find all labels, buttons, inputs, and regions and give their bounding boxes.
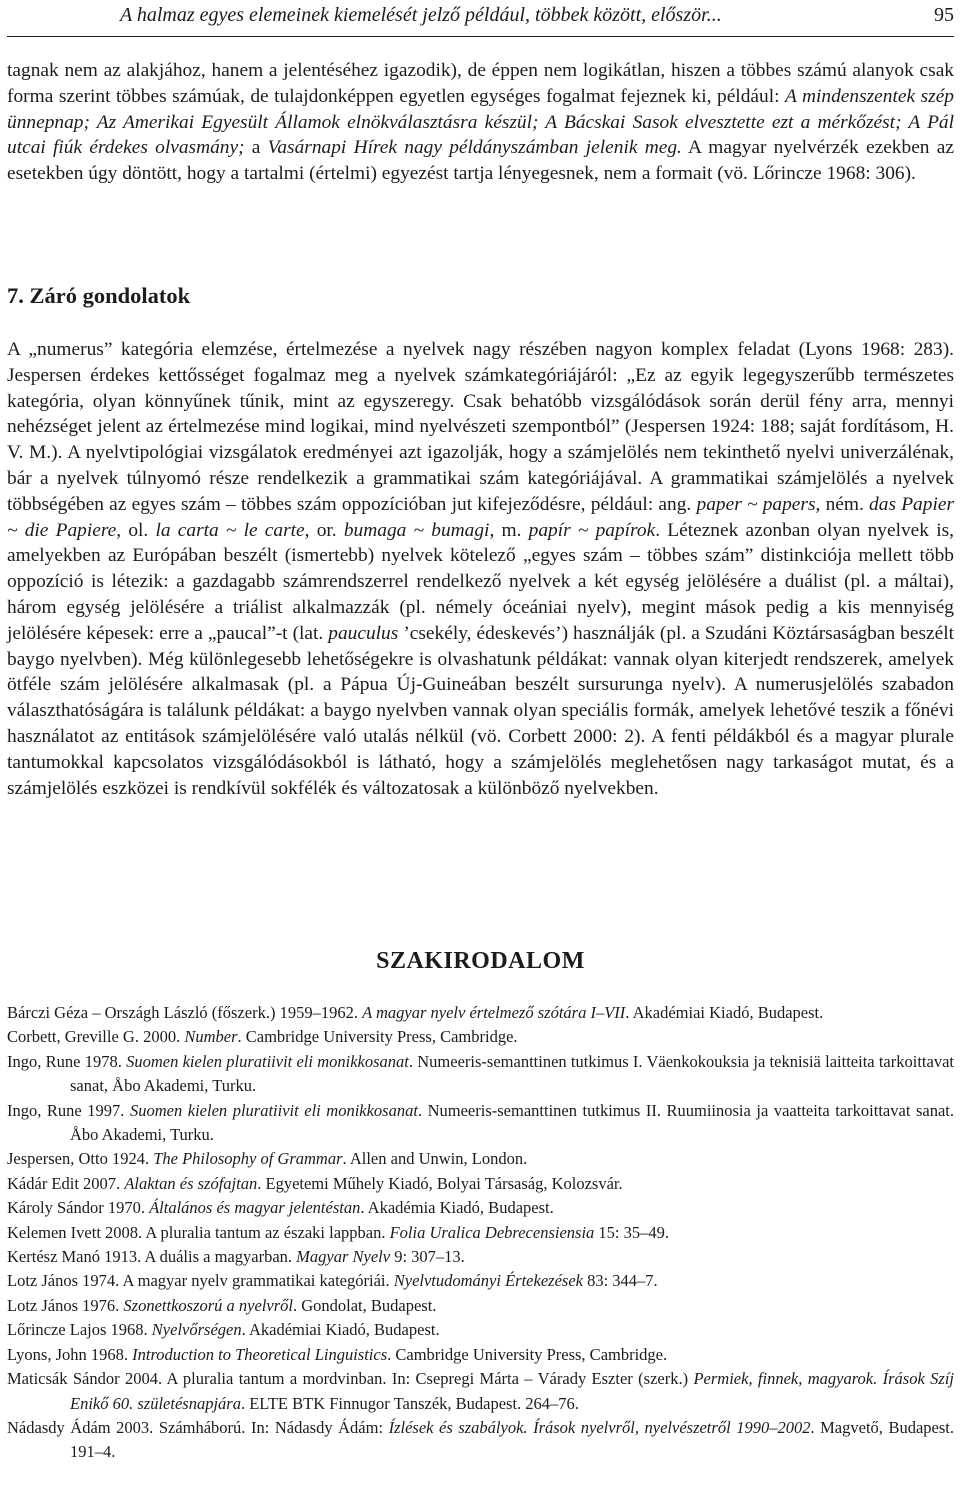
header-rule	[7, 36, 954, 37]
reference-text: . Cambridge University Press, Cambridge.	[387, 1344, 668, 1364]
reference-title: Introduction to Theoretical Linguistics	[132, 1344, 388, 1364]
reference-text: . Egyetemi Műhely Kiadó, Bolyai Társaság, Kolozsvár.	[257, 1173, 623, 1193]
reference-title: A magyar nyelv értelmező szótára I–VII	[362, 1003, 626, 1022]
reference-text: Lőrincze Lajos 1968.	[7, 1320, 152, 1340]
page-number: 95	[934, 4, 954, 26]
reference-item	[7, 1294, 954, 1318]
reference-text: Ingo, Rune 1978.	[7, 1051, 127, 1071]
reference-text: . Magvető, Budapest. 191–4.	[70, 1417, 954, 1462]
body-paragraph-2	[7, 337, 954, 801]
text-segment: , ol.	[116, 519, 156, 541]
text-segment: , or.	[304, 519, 344, 541]
italic-example-segment: bumaga ~ bumagi	[343, 519, 490, 541]
body-paragraph-1	[7, 58, 954, 187]
reference-text: 15: 35–49.	[594, 1222, 669, 1242]
reference-item	[7, 1269, 954, 1293]
reference-item	[7, 1343, 954, 1367]
reference-title: Ízlések és szabályok. Írások nyelvről, nyelvészetről 1990–2002	[388, 1417, 811, 1437]
italic-example-segment: das Papier ~ die Papiere	[7, 493, 954, 541]
reference-text: Lyons, John 1968.	[7, 1344, 133, 1364]
reference-title: Általános és magyar jelentéstan	[149, 1198, 361, 1218]
reference-text: . Numeeris-semanttinen tutkimus I. Väenkokouksia ja teknisiä laitteita tarkoittavat sanat, Åbo Akademi, Turku.	[70, 1051, 954, 1096]
text-segment: ’csekély, édeskevés’) használják (pl. a Szudáni Köztársaságban beszélt baygo nyelvben). Még különlegesebb lehetőségekre is olvashatunk példákat: vannak olyan kiterjedt rendszerek, amelyek ötféle szám jelölésére alkalmasak (pl. a Pápua Új-Guineában beszélt sursurunga nyelv). A numerusjelölés szabadon választhatóságára is találunk példákat: a baygo nyelvben vannak olyan speciális formák, amelyek lehetővé teszik a főnévi használatot az entitások számjelölésére való utalás nélkül (vö. Corbett 2000: 2). A fenti példákból és a magyar plurale tantumokkal kapcsolatos vizsgálódásokból is látható, hogy a számjelölés meglehetősen nagy tarkaságot mutat, és a számjelölés eszközei is rendkívül sokfélék és változatosak a különböző nyelvekben.	[7, 622, 954, 799]
reference-title: Alaktan és szófajtan	[124, 1173, 258, 1193]
reference-text: Bárczi Géza – Országh László (főszerk.) 1959–1962.	[7, 1003, 363, 1022]
italic-example-segment: papír ~ papírok	[528, 519, 656, 541]
reference-item	[7, 1221, 954, 1245]
reference-text: 9: 307–13.	[390, 1247, 465, 1267]
reference-item	[7, 1025, 954, 1049]
reference-text: Károly Sándor 1970.	[7, 1198, 150, 1218]
reference-item	[7, 1147, 954, 1171]
italic-example-segment: pauculus	[328, 622, 399, 644]
reference-item	[7, 1318, 954, 1342]
reference-title: Magyar Nyelv	[296, 1247, 391, 1267]
italic-example-segment: paper ~ papers	[696, 493, 816, 515]
reference-text: Nádasdy Ádám 2003. Számháború. In: Nádasdy Ádám:	[7, 1417, 389, 1437]
reference-text: . Numeeris-semanttinen tutkimus II. Ruumiinosia ja vaatteita tarkoittavat sanat. Åbo Akademi, Turku.	[70, 1100, 954, 1145]
reference-text: . Allen and Unwin, London.	[342, 1149, 528, 1169]
text-segment: tagnak nem az alakjához, hanem a jelentéséhez igazodik), de éppen nem logikátlan, hiszen a többes számú alanyok csak forma szerint többes számúak, de tulajdonképpen egyetlen egységes fogalmat fejeznek ki, például:	[7, 60, 954, 107]
reference-item	[7, 1245, 954, 1269]
reference-text: . ELTE BTK Finnugor Tanszék, Budapest. 264–76.	[240, 1393, 579, 1413]
text-segment: A magyar nyelvérzék ezekben az esetekben úgy döntött, hogy a tartalmi (értelmi) egyezést tartja lényegesnek, nem a formait (vö. Lőrincze 1968: 306).	[7, 137, 954, 185]
reference-text: Kádár Edit 2007.	[7, 1173, 125, 1193]
section-heading: 7. Záró gondolatok	[7, 283, 191, 308]
reference-item	[7, 1172, 954, 1196]
italic-example-segment: Vasárnapi Hírek nagy példányszámban jelenik meg.	[267, 137, 682, 159]
reference-title: Number	[184, 1027, 238, 1047]
reference-text: Kertész Manó 1913. A duális a magyarban.	[7, 1247, 297, 1267]
text-segment: , ném.	[815, 493, 870, 515]
italic-example-segment: A mindenszentek szép ünnepnap; Az Amerikai Egyesült Államok elnökválasztásra készül; A Bácskai Sasok elvesztette ezt a mérkőzést; A Pál utcai fiúk érdekes olvasmány;	[7, 85, 954, 159]
reference-text: . Akadémiai Kiadó, Budapest.	[241, 1320, 440, 1340]
reference-title: Permiek, finnek, magyarok. Írások Szíj Enikő 60. születésnapjára	[70, 1369, 954, 1413]
reference-item	[7, 1099, 954, 1148]
reference-text: Lotz János 1974. A magyar nyelv grammatikai kategóriái.	[7, 1271, 394, 1291]
reference-title: Suomen kielen pluratiivit eli monikkosanat	[129, 1100, 418, 1120]
bibliography-title: SZAKIRODALOM	[376, 948, 585, 974]
reference-text: Kelemen Ivett 2008. A pluralia tantum az északi lappban.	[7, 1222, 390, 1242]
reference-text: Corbett, Greville G. 2000.	[7, 1027, 185, 1047]
reference-title: Suomen kielen pluratiivit eli monikkosanat	[126, 1051, 409, 1071]
italic-example-segment: la carta ~ le carte	[155, 519, 305, 541]
text-segment: . Léteznek azonban olyan nyelvek is, amelyekben az Európában beszélt (ismertebb) nyelvek kötelező „egyes szám – többes szám” distinkciója mellett több oppozíció is létezik: a gazdagabb számrendszerrel rendelkező nyelvek a két egység jelölésére a duálist (pl. a máltai), három egység jelölésére a triálist alkalmazzák (pl. némely óceániai nyelv), megint mások pedig a kis mennyiség jelölésére képesek: erre a „paucal”-t (lat.	[7, 519, 954, 644]
reference-text: . Akadémia Kiadó, Budapest.	[360, 1198, 554, 1218]
reference-text: . Gondolat, Budapest.	[292, 1295, 437, 1315]
text-segment: , m.	[489, 519, 529, 541]
reference-text: 83: 344–7.	[582, 1271, 658, 1291]
text-segment: A „numerus” kategória elemzése, értelmezése a nyelvek nagy részében nagyon komplex feladat (Lyons 1968: 283). Jespersen érdekes kettősséget fogalmaz meg a nyelvek számkategóriájáról: „Ez az egyik legegyszerűbb természetes kategória, olyan könnyűnek tűnik, mint az egyszeregy. Csak behatóbb vizsgálódások során derül fény arra, mennyi nehézséget jelent az értelmezése mind logikai, mind nyelvészeti szempontból” (Jespersen 1924: 188; saját fordításom, H. V. M.). A nyelvtipológiai vizsgálatok eredményei azt igazolják, hogy a számjelölés nem tekinthető nyelvi univerzálénak, bár a nyelvek túlnyomó része rendelkezik a grammatikai szám kategóriájával. A grammatikai számjelölés a nyelvek többségében az egyes szám – többes szám oppozícióban jut kifejeződésre, például: ang.	[7, 339, 954, 515]
reference-item	[7, 1050, 954, 1099]
reference-title: The Philosophy of Grammar	[153, 1149, 343, 1169]
reference-title: Nyelvőrségen	[151, 1320, 242, 1340]
reference-text: Lotz János 1976.	[7, 1295, 124, 1315]
reference-item	[7, 1367, 954, 1416]
reference-text: . Akadémiai Kiadó, Budapest.	[625, 1003, 824, 1022]
reference-text: Ingo, Rune 1997.	[7, 1100, 130, 1120]
text-segment: a	[244, 137, 268, 159]
reference-title: Folia Uralica Debrecensiensia	[389, 1222, 595, 1242]
reference-title: Nyelvtudományi Értekezések	[393, 1271, 583, 1291]
reference-item	[7, 1416, 954, 1465]
reference-text: Maticsák Sándor 2004. A pluralia tantum a mordvinban. In: Csepregi Márta – Várady Eszter (szerk.)	[7, 1369, 694, 1389]
reference-item	[7, 1196, 954, 1220]
reference-text: Jespersen, Otto 1924.	[7, 1149, 154, 1169]
reference-text: . Cambridge University Press, Cambridge.	[237, 1027, 518, 1047]
reference-item	[7, 1001, 954, 1025]
running-head	[120, 2, 954, 28]
reference-list	[7, 1001, 954, 1465]
running-head-title: A halmaz egyes elemeinek kiemelését jelző például, többek között, először...	[120, 4, 722, 26]
reference-title: Szonettkoszorú a nyelvről	[123, 1295, 293, 1315]
